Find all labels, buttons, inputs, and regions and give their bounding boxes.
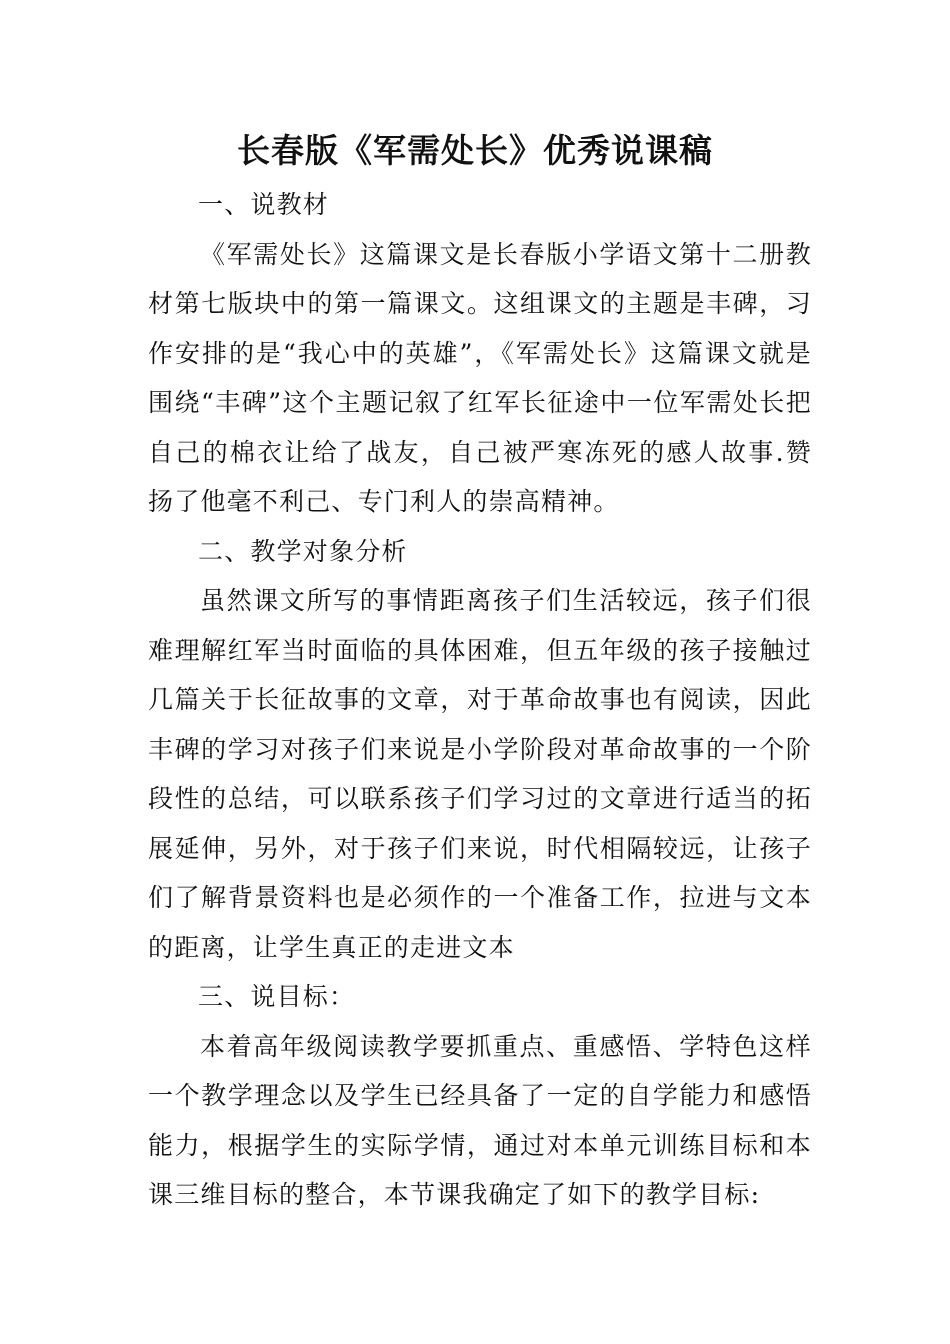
section-paragraph-textbook: 《军需处长》这篇课文是长春版小学语文第十二册教材第七版块中的第一篇课文。这组课文的主题是丰碑，习作安排的是“我心中的英雄”，《军需处长》这篇课文就是围绕“丰碑”这个主题记叙了红军长征途中一位军需处长把自己的棉衣让给了战友，自己被严寒冻死的感人故事.赞扬了他毫不利己、专门利人的崇高精神。: [148, 239, 812, 516]
section-heading-students: 二、教学对象分析: [198, 536, 408, 566]
section-paragraph-goals: 本着高年级阅读教学要抓重点、重感悟、学特色这样一个教学理念以及学生已经具备了一定的自学能力和感悟能力，根据学生的实际学情，通过对本单元训练目标和本课三维目标的整合，本节课我确定了如下的教学目标:: [148, 1031, 812, 1209]
section-heading-textbook: 一、说教材: [198, 190, 330, 219]
section-paragraph-students: 虽然课文所写的事情距离孩子们生活较远，孩子们很难理解红军当时面临的具体困难，但五年级的孩子接触过几篇关于长征故事的文章，对于革命故事也有阅读，因此丰碑的学习对孩子们来说是小学阶段对革命故事的一个阶段性的总结，可以联系孩子们学习过的文章进行适当的拓展延伸，另外，对于孩子们来说，时代相隔较远，让孩子们了解背景资料也是必须作的一个准备工作，拉进与文本的距离，让学生真正的走进文本: [148, 586, 812, 962]
document-body: [148, 180, 812, 1220]
document-title: 长春版《军需处长》优秀说课稿: [237, 131, 713, 170]
section-heading-goals: 三、说目标：: [198, 982, 356, 1011]
